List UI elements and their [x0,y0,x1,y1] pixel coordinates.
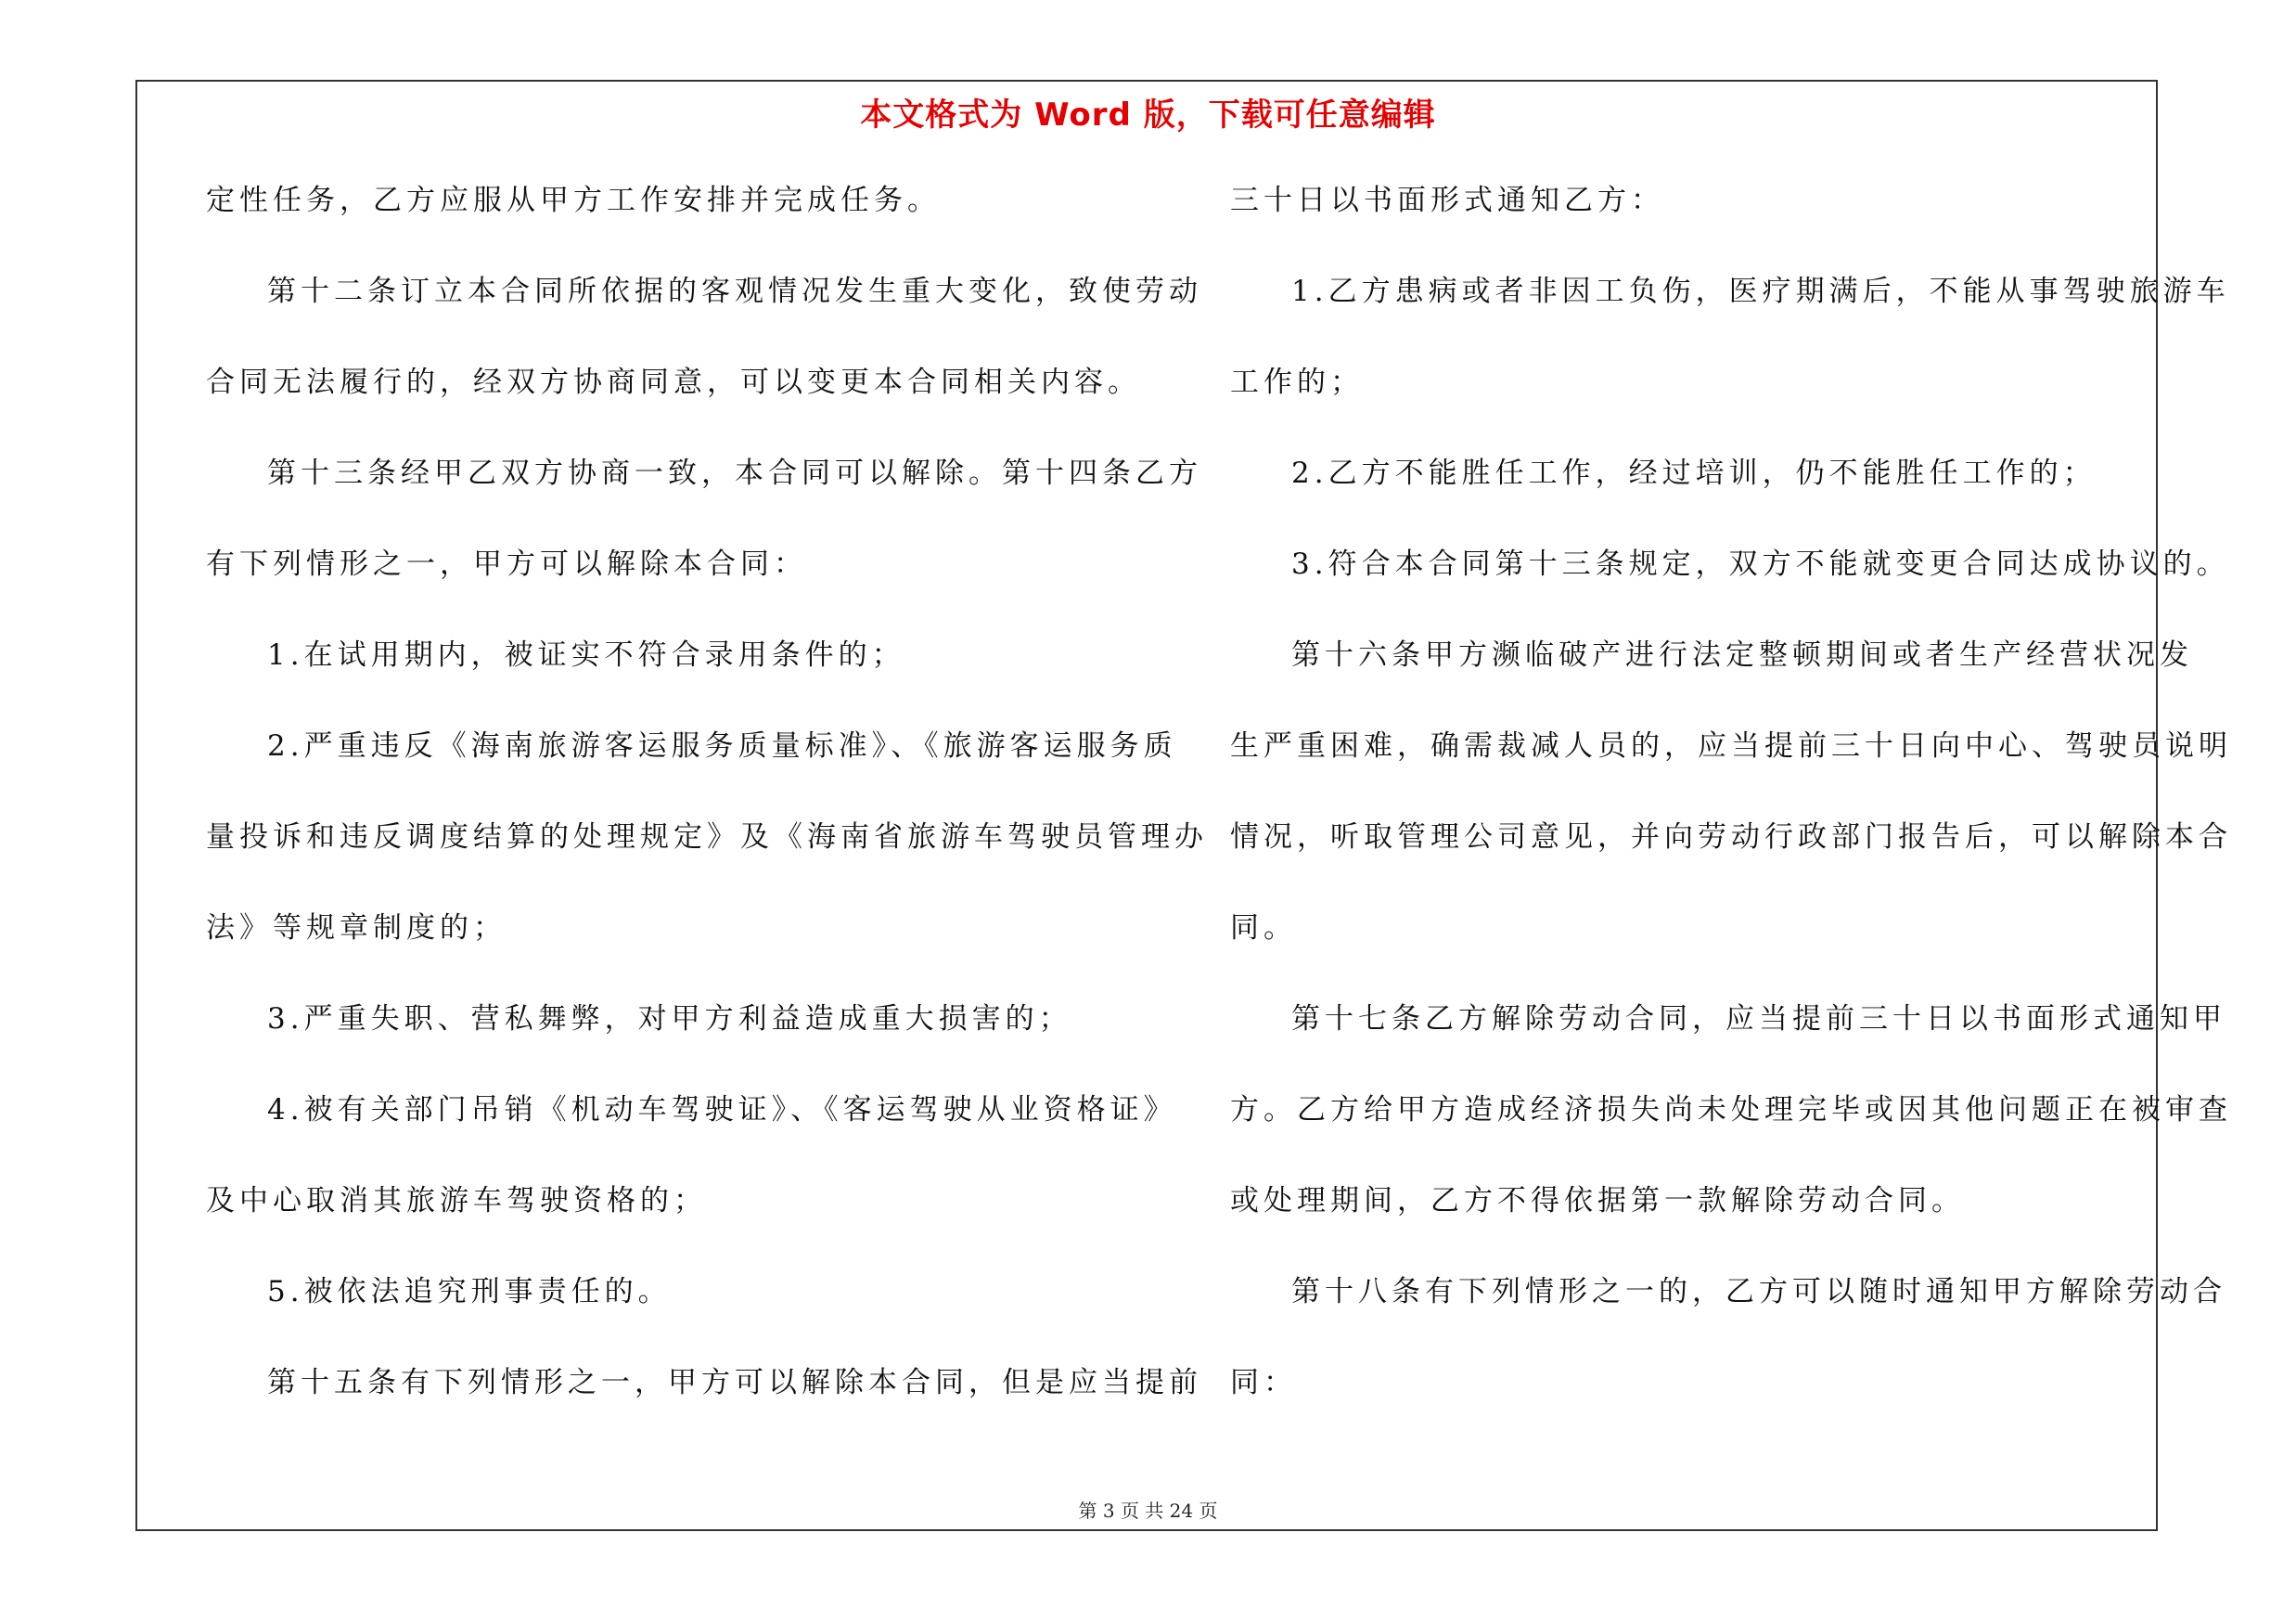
paragraph-line: 第十七条乙方解除劳动合同，应当提前三十日以书面形式通知甲 [1291,1002,2226,1036]
paragraph-line: 1.在试用期内，被证实不符合录用条件的； [267,638,905,672]
paragraph-line: 3.严重失职、营私舞弊，对甲方利益造成重大损害的； [267,1002,1072,1036]
paragraph-line: 合同无法履行的，经双方协商同意，可以变更本合同相关内容。 [206,366,1141,399]
paragraph-line: 5.被依法追究刑事责任的。 [267,1275,672,1308]
paragraph-line: 第十三条经甲乙双方协商一致，本合同可以解除。第十四条乙方 [267,457,1202,490]
paragraph-line: 第十六条甲方濒临破产进行法定整顿期间或者生产经营状况发 [1291,638,2193,672]
paragraph-line: 第十五条有下列情形之一，甲方可以解除本合同，但是应当提前 [267,1366,1202,1399]
paragraph-line: 及中心取消其旅游车驾驶资格的； [206,1184,707,1217]
paragraph-line: 1.乙方患病或者非因工负伤，医疗期满后，不能从事驾驶旅游车 [1291,275,2230,308]
paragraph-line: 2.乙方不能胜任工作，经过培训，仍不能胜任工作的； [1291,457,2097,490]
paragraph-line: 或处理期间，乙方不得依据第一款解除劳动合同。 [1230,1184,1965,1217]
paragraph-line: 定性任务，乙方应服从甲方工作安排并完成任务。 [206,184,941,217]
header-banner: 本文格式为 Word 版，下载可任意编辑 [860,97,1436,134]
paragraph-line: 4.被有关部门吊销《机动车驾驶证》、《客运驾驶从业资格证》 [267,1093,1177,1127]
paragraph-line: 同： [1230,1366,1297,1399]
paragraph-line: 第十八条有下列情形之一的，乙方可以随时通知甲方解除劳动合 [1291,1275,2226,1308]
paragraph-line: 三十日以书面形式通知乙方： [1230,184,1664,217]
paragraph-line: 生严重困难，确需裁减人员的，应当提前三十日向中心、驾驶员说明 [1230,729,2232,763]
paragraph-line: 方。乙方给甲方造成经济损失尚未处理完毕或因其他问题正在被审查 [1230,1093,2232,1127]
paragraph-line: 工作的； [1230,366,1364,399]
paragraph-line: 3.符合本合同第十三条规定，双方不能就变更合同达成协议的。 [1291,547,2230,581]
paragraph-line: 同。 [1230,911,1297,945]
paragraph-line: 情况，听取管理公司意见，并向劳动行政部门报告后，可以解除本合 [1230,820,2232,854]
paragraph-line: 2.严重违反《海南旅游客运服务质量标准》、《旅游客运服务质 [267,729,1177,763]
paragraph-line: 第十二条订立本合同所依据的客观情况发生重大变化，致使劳动 [267,275,1202,308]
paragraph-line: 有下列情形之一，甲方可以解除本合同： [206,547,807,581]
paragraph-line: 量投诉和违反调度结算的处理规定》及《海南省旅游车驾驶员管理办 [206,820,1208,854]
paragraph-line: 法》等规章制度的； [206,911,507,945]
page-number: 第 3 页 共 24 页 [1078,1500,1218,1522]
